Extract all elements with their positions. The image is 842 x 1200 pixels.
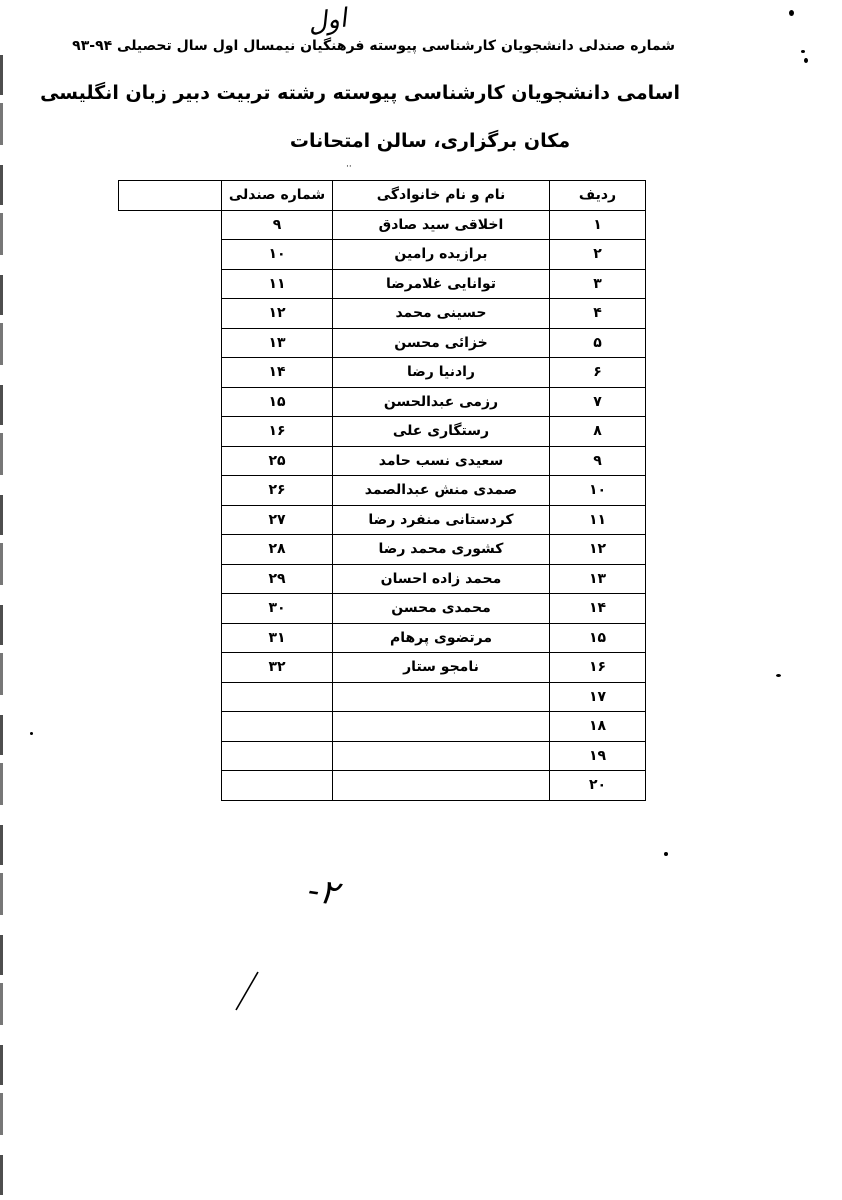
row-number-cell: ۱۰ bbox=[550, 476, 646, 506]
full-name-cell bbox=[333, 771, 550, 801]
scan-speck: ·· bbox=[346, 162, 352, 172]
handwritten-signature: -۲ bbox=[305, 870, 341, 914]
seat-number-cell bbox=[222, 712, 333, 742]
document-subtitle: مکان برگزاری، سالن امتحانات bbox=[289, 130, 571, 152]
seat-number-cell: ۱۶ bbox=[222, 417, 333, 447]
header-seat-number: شماره صندلی bbox=[222, 181, 333, 211]
table-row bbox=[119, 564, 646, 594]
full-name-cell: رزمی عبدالحسن bbox=[333, 387, 550, 417]
full-name-cell: نامجو ستار bbox=[333, 653, 550, 683]
seat-number-cell: ۳۲ bbox=[222, 653, 333, 683]
row-number-cell: ۲ bbox=[550, 240, 646, 270]
seat-number-cell: ۹ bbox=[222, 210, 333, 240]
row-number-cell: ۱۸ bbox=[550, 712, 646, 742]
blank-side-column bbox=[119, 181, 222, 211]
seat-number-cell: ۱۰ bbox=[222, 240, 333, 270]
full-name-cell: اخلاقی سید صادق bbox=[333, 210, 550, 240]
seat-number-cell: ۱۱ bbox=[222, 269, 333, 299]
full-name-cell bbox=[333, 712, 550, 742]
table-row bbox=[119, 771, 646, 801]
full-name-cell: رادنیا رضا bbox=[333, 358, 550, 388]
document-title: اسامی دانشجویان کارشناسی پیوسته رشته تربیت دبیر زبان انگلیسی bbox=[40, 82, 680, 104]
table-row bbox=[119, 712, 646, 742]
table-row bbox=[119, 358, 646, 388]
full-name-cell: حسینی محمد bbox=[333, 299, 550, 329]
row-number-cell: ۹ bbox=[550, 446, 646, 476]
table-row bbox=[119, 328, 646, 358]
row-number-cell: ۱۷ bbox=[550, 682, 646, 712]
table-row bbox=[119, 741, 646, 771]
full-name-cell: رستگاری علی bbox=[333, 417, 550, 447]
table-row bbox=[119, 476, 646, 506]
full-name-cell: محمد زاده احسان bbox=[333, 564, 550, 594]
full-name-cell: کردستانی منفرد رضا bbox=[333, 505, 550, 535]
table-header-row bbox=[119, 181, 646, 211]
row-number-cell: ۸ bbox=[550, 417, 646, 447]
seat-number-cell: ۱۳ bbox=[222, 328, 333, 358]
full-name-cell: صمدی منش عبدالصمد bbox=[333, 476, 550, 506]
row-number-cell: ۱۴ bbox=[550, 594, 646, 624]
seat-number-cell: ۱۵ bbox=[222, 387, 333, 417]
row-number-cell: ۵ bbox=[550, 328, 646, 358]
table-row bbox=[119, 682, 646, 712]
scan-speck bbox=[664, 852, 668, 856]
row-number-cell: ۳ bbox=[550, 269, 646, 299]
pen-stroke-icon bbox=[232, 970, 262, 1015]
table-row bbox=[119, 210, 646, 240]
seat-number-cell: ۲۷ bbox=[222, 505, 333, 535]
scan-speck bbox=[789, 10, 794, 16]
scan-speck bbox=[30, 732, 33, 735]
full-name-cell: کشوری محمد رضا bbox=[333, 535, 550, 565]
seat-number-cell: ۱۴ bbox=[222, 358, 333, 388]
table-row bbox=[119, 446, 646, 476]
full-name-cell: خزائی محسن bbox=[333, 328, 550, 358]
row-number-cell: ۱۱ bbox=[550, 505, 646, 535]
seat-number-cell bbox=[222, 741, 333, 771]
seat-number-cell: ۳۱ bbox=[222, 623, 333, 653]
table-row bbox=[119, 535, 646, 565]
table-row bbox=[119, 505, 646, 535]
seat-number-cell bbox=[222, 771, 333, 801]
row-number-cell: ۲۰ bbox=[550, 771, 646, 801]
row-number-cell: ۱۲ bbox=[550, 535, 646, 565]
full-name-cell: مرتضوی پرهام bbox=[333, 623, 550, 653]
table-row bbox=[119, 387, 646, 417]
table-row bbox=[119, 269, 646, 299]
document-header: شماره صندلی دانشجویان کارشناسی پیوسته فرهنگیان نیمسال اول سال تحصیلی ۹۴-۹۳ bbox=[72, 38, 675, 54]
table-row bbox=[119, 594, 646, 624]
table-row bbox=[119, 240, 646, 270]
scan-speck bbox=[801, 50, 805, 53]
full-name-cell bbox=[333, 682, 550, 712]
table-row bbox=[119, 299, 646, 329]
row-number-cell: ۷ bbox=[550, 387, 646, 417]
seat-number-cell: ۲۸ bbox=[222, 535, 333, 565]
handwritten-annotation: اول bbox=[306, 3, 349, 39]
seat-number-cell: ۲۹ bbox=[222, 564, 333, 594]
seat-number-cell: ۱۲ bbox=[222, 299, 333, 329]
header-full-name: نام و نام خانوادگی bbox=[333, 181, 550, 211]
seat-number-cell: ۳۰ bbox=[222, 594, 333, 624]
table-row bbox=[119, 623, 646, 653]
full-name-cell: توانایی غلامرضا bbox=[333, 269, 550, 299]
seat-number-cell: ۲۵ bbox=[222, 446, 333, 476]
row-number-cell: ۶ bbox=[550, 358, 646, 388]
row-number-cell: ۴ bbox=[550, 299, 646, 329]
scan-speck bbox=[776, 674, 781, 677]
header-row-number: ردیف bbox=[550, 181, 646, 211]
seat-number-cell bbox=[222, 682, 333, 712]
row-number-cell: ۱۵ bbox=[550, 623, 646, 653]
table-row bbox=[119, 417, 646, 447]
full-name-cell bbox=[333, 741, 550, 771]
seat-roster-table bbox=[118, 180, 646, 801]
seat-number-cell: ۲۶ bbox=[222, 476, 333, 506]
row-number-cell: ۱ bbox=[550, 210, 646, 240]
full-name-cell: برازیده رامین bbox=[333, 240, 550, 270]
scan-speck bbox=[804, 58, 808, 63]
scan-edge-artifact bbox=[0, 55, 3, 1195]
full-name-cell: محمدی محسن bbox=[333, 594, 550, 624]
table-row bbox=[119, 653, 646, 683]
row-number-cell: ۱۹ bbox=[550, 741, 646, 771]
row-number-cell: ۱۳ bbox=[550, 564, 646, 594]
full-name-cell: سعیدی نسب حامد bbox=[333, 446, 550, 476]
row-number-cell: ۱۶ bbox=[550, 653, 646, 683]
